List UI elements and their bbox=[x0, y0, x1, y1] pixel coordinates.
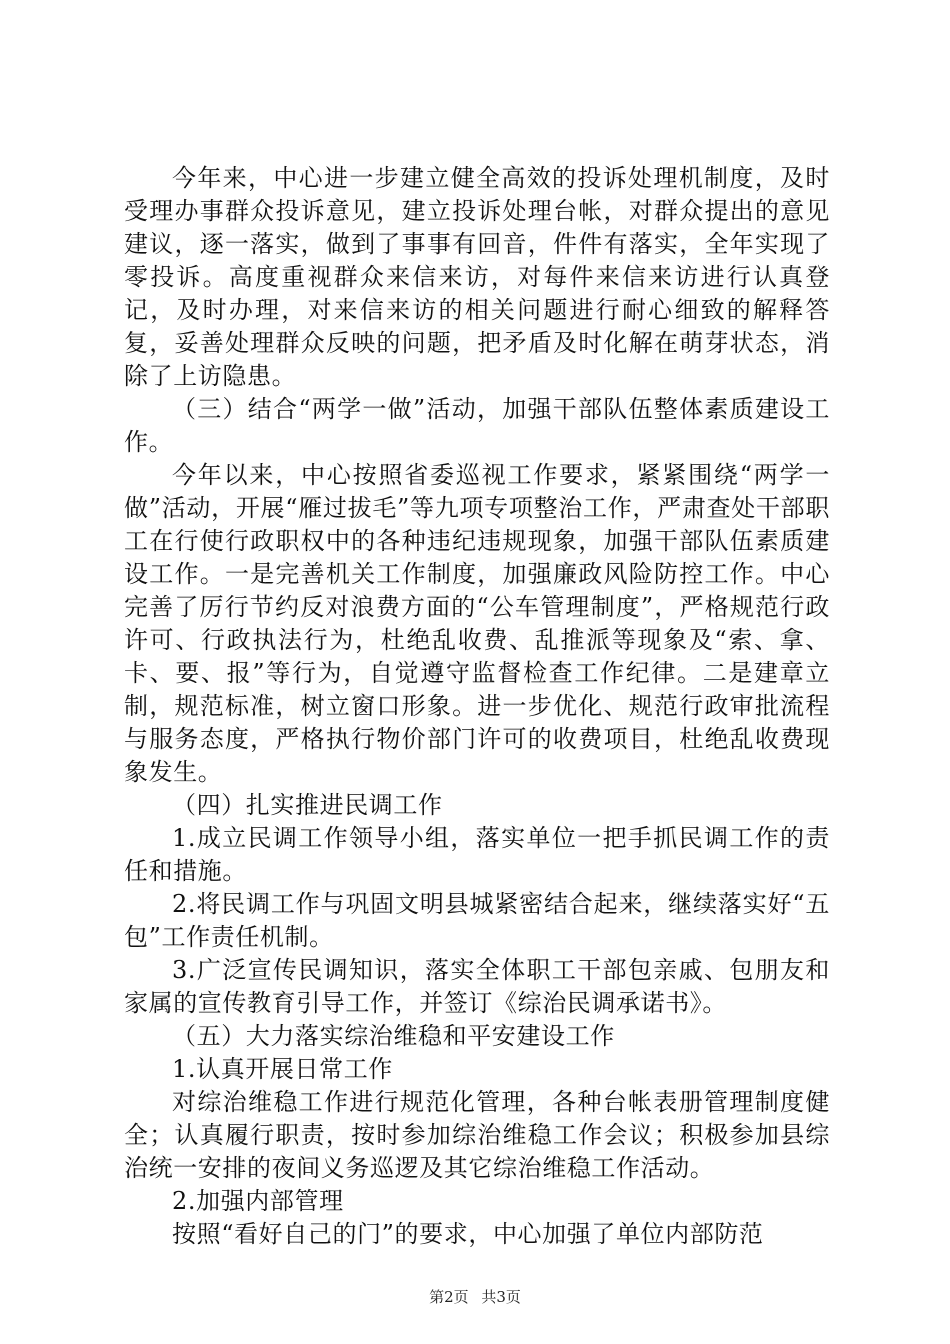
page-footer bbox=[0, 1287, 950, 1307]
section-heading-three: （三）结合“两学一做”活动，加强干部队伍整体素质建设工作。 bbox=[124, 395, 830, 456]
document-body bbox=[124, 162, 830, 1251]
list-item-survey-2: 2.将民调工作与巩固文明县城紧密结合起来，继续落实好“五包”工作责任机制。 bbox=[124, 890, 830, 951]
paragraph-internal-defense: 按照“看好自己的门”的要求，中心加强了单位内部防范 bbox=[172, 1220, 764, 1248]
subheading-internal-management: 2.加强内部管理 bbox=[172, 1187, 344, 1215]
list-item-survey-3: 3.广泛宣传民调知识，落实全体职工干部包亲戚、包朋友和家属的宣传教育引导工作，并签订《综治民调承诺书》。 bbox=[124, 956, 830, 1017]
section-heading-five: （五）大力落实综治维稳和平安建设工作 bbox=[172, 1022, 615, 1050]
page-number: 第2页 bbox=[429, 1288, 469, 1306]
paragraph-stability-management: 对综治维稳工作进行规范化管理，各种台帐表册管理制度健全；认真履行职责，按时参加综治维稳工作会议；积极参加县综治统一安排的夜间义务巡逻及其它综治维稳工作活动。 bbox=[124, 1088, 830, 1182]
paragraph-complaint-handling: 今年来，中心进一步建立健全高效的投诉处理机制度，及时受理办事群众投诉意见，建立投诉处理台帐，对群众提出的意见建议，逐一落实，做到了事事有回音，件件有落实，全年实现了零投诉。高度重视群众来信来访，对每件来信来访进行认真登记，及时办理，对来信来访的相关问题进行耐心细致的解释答复，妥善处理群众反映的问题，把矛盾及时化解在萌芽状态，消除了上访隐患。 bbox=[124, 164, 830, 390]
subheading-daily-work: 1.认真开展日常工作 bbox=[172, 1055, 393, 1083]
paragraph-cadre-quality: 今年以来，中心按照省委巡视工作要求，紧紧围绕“两学一做”活动，开展“雁过拔毛”等九项专项整治工作，严肃查处干部职工在行使行政职权中的各种违纪违规现象，加强干部队伍素质建设工作。一是完善机关工作制度，加强廉政风险防控工作。中心完善了厉行节约反对浪费方面的“公车管理制度”，严格规范行政许可、行政执法行为，杜绝乱收费、乱推派等现象及“索、拿、卡、要、报”等行为，自觉遵守监督检查工作纪律。二是建章立制，规范标准，树立窗口形象。进一步优化、规范行政审批流程与服务态度，严格执行物价部门许可的收费项目，杜绝乱收费现象发生。 bbox=[124, 461, 830, 786]
page-total: 共3页 bbox=[481, 1288, 521, 1306]
section-heading-four: （四）扎实推进民调工作 bbox=[172, 791, 443, 819]
list-item-survey-1: 1.成立民调工作领导小组，落实单位一把手抓民调工作的责任和措施。 bbox=[124, 824, 830, 885]
